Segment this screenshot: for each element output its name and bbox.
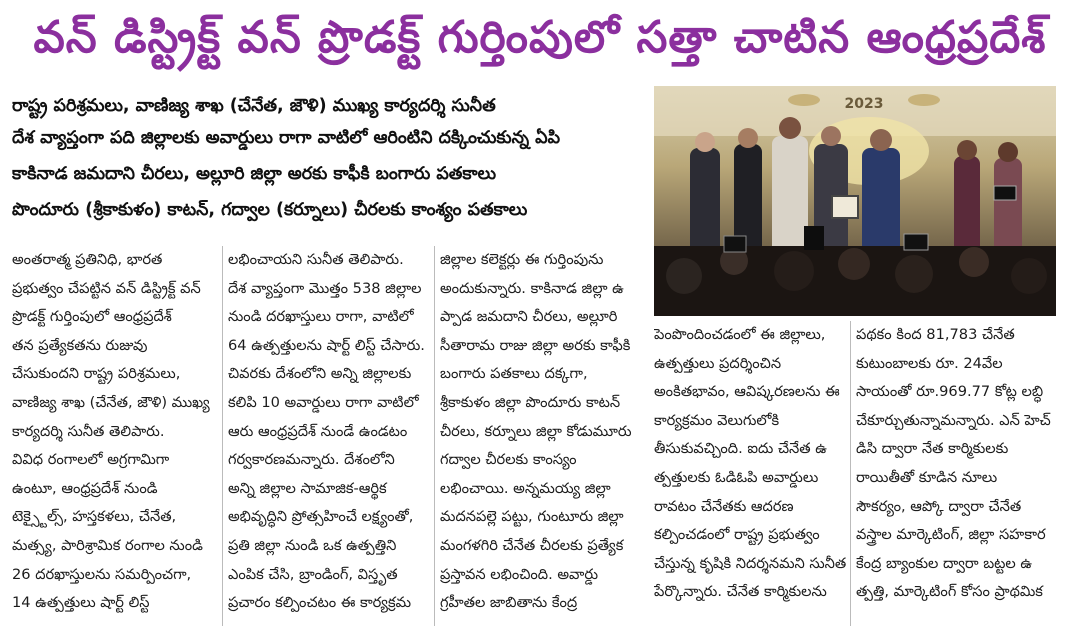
text-line: మదనపల్లె పట్టు, గుంటూరు జిల్లా <box>440 508 624 526</box>
article-column-2 <box>228 246 438 618</box>
article-column-3 <box>440 246 650 618</box>
text-line: రాయితీతో కూడిన నూలు <box>856 468 998 486</box>
article-column-5 <box>856 321 1061 607</box>
text-line: పెంపొందించడంలో ఈ జిల్లాలు, <box>654 326 826 343</box>
text-line: ప్రచారం కల్పించటం ఈ కార్యక్రమ <box>228 594 412 612</box>
award-ceremony-photo <box>654 86 1056 316</box>
text-line: ప్రభుత్వం చేపట్టిన వన్ డిస్ట్రిక్ట్ వన్ <box>12 279 201 297</box>
text-line: అన్ని జిల్లాల సామాజిక-ఆర్థిక <box>228 479 387 497</box>
text-line: 14 ఉత్పత్తులు షార్ట్ లిస్ట్ <box>12 594 150 612</box>
column-divider <box>850 321 851 626</box>
text-line: గర్వకారణమన్నారు. దేశంలోని <box>228 451 395 469</box>
text-line: సౌకర్యం, ఆప్కో ద్వారా చేనేత <box>856 497 1022 515</box>
text-line: కార్యక్రమం వెలుగులోకి <box>654 411 780 429</box>
text-line: త్పత్తి, మార్కెటింగ్ కోసం ప్రాథమిక <box>856 583 1043 601</box>
text-line: గ్రహీతల జాబితాను కేంద్ర <box>440 594 578 612</box>
text-line: 26 దరఖాస్తులను సమర్పించగా, <box>12 565 192 583</box>
text-line: కుటుంబాలకు రూ. 24వేల <box>856 354 1003 372</box>
text-line: ఉత్పత్తులు ప్రదర్శించిన <box>654 354 782 372</box>
text-line: చేకూర్చుతున్నామన్నారు. ఎన్ హెచ్ <box>856 411 1051 429</box>
text-line: అంకితభావం, ఆవిష్కరణలను ఈ <box>654 383 840 401</box>
text-line: పథకం కింద 81,783 చేనేత <box>856 326 1015 343</box>
column-divider <box>222 246 223 626</box>
text-line: ప్రతి జిల్లా నుండి ఒక ఉత్పత్తిని <box>228 536 397 554</box>
text-line: 64 ఉత్పత్తులను షార్ట్ లిస్ట్ చేసారు. <box>228 336 425 354</box>
text-line: తన ప్రత్యేకతను రుజువు <box>12 336 148 354</box>
subheadline: కాకినాడ జమదాని చీరలు, అల్లూరి జిల్లా అరకు కాఫీకి బంగారు పతకాలు <box>12 164 497 184</box>
text-line: వివిధ రంగాలలో అగ్రగామిగా <box>12 451 170 469</box>
text-line: త్పత్తులకు ఓడిఓపి అవార్డులు <box>654 468 819 486</box>
text-line: మత్స్య, పారిశ్రామిక రంగాల నుండి <box>12 536 203 554</box>
text-line: సాయంతో రూ.969.77 కోట్ల లబ్ధి <box>856 383 1044 401</box>
text-line: కలిపి 10 అవార్డులు రాగా వాటిలో <box>228 393 419 411</box>
article-column-4 <box>654 321 850 607</box>
text-line: మంగళగిరి చేనేత చీరలకు ప్రత్యేక <box>440 536 624 554</box>
text-line: నుండి దరఖాస్తులు రాగా, వాటిలో <box>228 308 414 326</box>
text-line: వాణిజ్య శాఖ (చేనేత, జౌళి) ముఖ్య <box>12 393 210 411</box>
text-line: టెక్స్టైల్స్, హస్తకళలు, చేనేత, <box>12 508 177 526</box>
subheadline: రాష్ట్ర పరిశ్రమలు, వాణిజ్య శాఖ (చేనేత, జౌళి) ముఖ్య కార్యదర్శి సునీత <box>12 96 496 116</box>
text-line: తీసుకువచ్చింది. ఐదు చేనేత ఉ <box>654 440 827 458</box>
text-line: డిసి ద్వారా నేత కార్మికులకు <box>856 440 1009 458</box>
text-line: ప్రస్తావన లభించింది. అవార్డు <box>440 565 599 583</box>
text-line: సీతారామ రాజు జిల్లా అరకు కాఫీకి <box>440 336 631 354</box>
subheadline-block <box>12 92 642 228</box>
text-line: బంగారు పతకాలు దక్కగా, <box>440 365 588 383</box>
text-line: అభివృద్ధిని ప్రోత్సహించే లక్ష్యంతో, <box>228 508 414 526</box>
text-line: ప్పాడ జమదాని చీరలు, అల్లూరి <box>440 308 618 326</box>
text-line: దేశ వ్యాప్తంగా మొత్తం 538 జిల్లాల <box>228 279 422 297</box>
article-column-1 <box>12 246 222 618</box>
text-line: జిల్లాల కలెక్టర్లు ఈ గుర్తింపును <box>440 251 604 268</box>
text-line: అంతరాత్మ ప్రతినిధి, భారత <box>12 251 163 268</box>
text-line: శ్రీకాకుళం జిల్లా పొందూరు కాటన్ <box>440 393 621 411</box>
text-line: చేసుకుందని రాష్ట్ర పరిశ్రమలు, <box>12 365 181 383</box>
text-line: కల్పించడంలో రాష్ట్ర ప్రభుత్వం <box>654 526 820 544</box>
text-line: ఎంపిక చేసి, బ్రాండింగ్, విస్తృత <box>228 565 398 583</box>
text-line: గద్వాల చీరలకు కాంస్యం <box>440 451 577 469</box>
text-line: లభించాయి. అన్నమయ్య జిల్లా <box>440 479 611 497</box>
headline: వన్ డిస్ట్రిక్ట్ వన్ ప్రొడక్ట్ గుర్తింపులో సత్తా చాటిన ఆంధ్రప్రదేశ్ <box>33 12 1047 63</box>
text-line: వస్త్రాల మార్కెటింగ్, జిల్లా సహకార <box>856 526 1046 544</box>
text-line: ఉంటూ, ఆంధ్రప్రదేశ్ నుండి <box>12 479 158 497</box>
text-line: కేంద్ర బ్యాంకుల ద్వారా బట్టల ఉ <box>856 554 1033 572</box>
photo-year-text: 2023 <box>844 96 884 112</box>
text-line: ఆరు ఆంధ్రప్రదేశ్ నుండే ఉండటం <box>228 422 408 440</box>
text-line: ప్రొడక్ట్ గుర్తింపులో ఆంధ్రప్రదేశ్ <box>12 308 172 326</box>
text-line: రావటం చేనేతకు ఆదరణ <box>654 497 794 515</box>
text-line: చీరలు, కర్నూలు జిల్లా కోడుమూరు <box>440 422 632 440</box>
text-line: లభించాయని సునీత తెలిపారు. <box>228 251 404 268</box>
subheadline: పొందూరు (శ్రీకాకుళం) కాటన్, గద్వాల (కర్నూలు) చీరలకు కాంశ్యం పతకాలు <box>12 200 528 220</box>
text-line: అందుకున్నారు. కాకినాడ జిల్లా ఉ <box>440 279 624 297</box>
text-line: చివరకు దేశంలోని అన్ని జిల్లాలకు <box>228 365 412 383</box>
event-photo <box>654 86 1056 316</box>
text-line: కార్యదర్శి సునీత తెలిపారు. <box>12 422 165 440</box>
subheadline: దేశ వ్యాప్తంగా పది జిల్లాలకు అవార్డులు రాగా వాటిలో ఆరింటిని దక్కించుకున్న ఏపి <box>12 128 561 148</box>
text-line: పేర్కొన్నారు. చేనేత కార్మికులను <box>654 583 827 601</box>
text-line: చేస్తున్న కృషికి నిదర్శనమని సునీత <box>654 554 847 572</box>
